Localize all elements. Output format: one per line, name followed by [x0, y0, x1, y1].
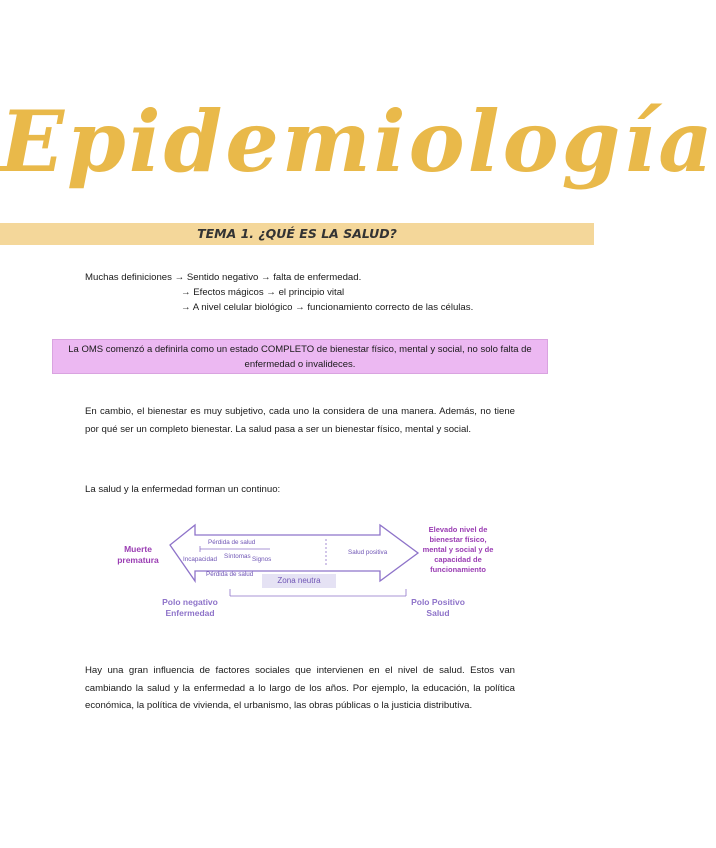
paragraph-continuo: La salud y la enfermedad forman un continuo: — [85, 484, 281, 495]
topic-band — [0, 223, 594, 245]
topic-heading: TEMA 1. ¿QUÉ ES LA SALUD? — [197, 226, 397, 241]
label-perdida-salud-top: Pérdida de salud — [208, 539, 256, 546]
definition-line: Muchas definiciones → Sentido negativo → falta de enfermedad. — [85, 272, 362, 283]
label-sintomas: Síntomas — [224, 553, 251, 560]
oms-definition: La OMS comenzó a definirla como un estado COMPLETO de bienestar físico, mental y social, no solo falta de enfermedad o invalideces. — [68, 344, 532, 370]
label-perdida-salud-bottom: Pérdida de salud — [206, 571, 254, 578]
label-zona-neutra: Zona neutra — [262, 574, 336, 588]
page-title: Epidemiología — [0, 92, 716, 191]
definition-line: → A nivel celular biológico → funcionamiento correcto de las células. — [181, 302, 474, 313]
label-polo-positivo: Polo Positivo Salud — [411, 597, 465, 618]
label-elevado-nivel: Elevado nivel de bienestar físico, mental y social y de capacidad de funcionamiento — [422, 525, 494, 574]
paragraph-bienestar: En cambio, el bienestar es muy subjetivo, cada uno la considera de una manera. Además, no tiene por qué ser un completo bienestar. La salud pasa a ser un bienestar físico, mental y social. — [85, 406, 515, 435]
label-signos: Signos — [252, 556, 272, 563]
definition-line: → Efectos mágicos → el principio vital — [181, 287, 345, 298]
definitions-list — [85, 270, 473, 315]
oms-highlight-box — [52, 339, 548, 374]
label-incapacidad: Incapacidad — [183, 556, 217, 563]
paragraph-factores-sociales: Hay una gran influencia de factores sociales que intervienen en el nivel de salud. Estos van cambiando la salud y la enfermedad a lo largo de los años. Por ejemplo, la educación, la política económica, la política de vivienda, el urbanismo, las obras públicas o la justicia distributiva. — [85, 665, 515, 711]
label-muerte-prematura: Muerte prematura — [117, 544, 159, 565]
label-salud-positiva: Salud positiva — [348, 549, 388, 556]
label-polo-negativo: Polo negativo Enfermedad — [162, 597, 218, 618]
